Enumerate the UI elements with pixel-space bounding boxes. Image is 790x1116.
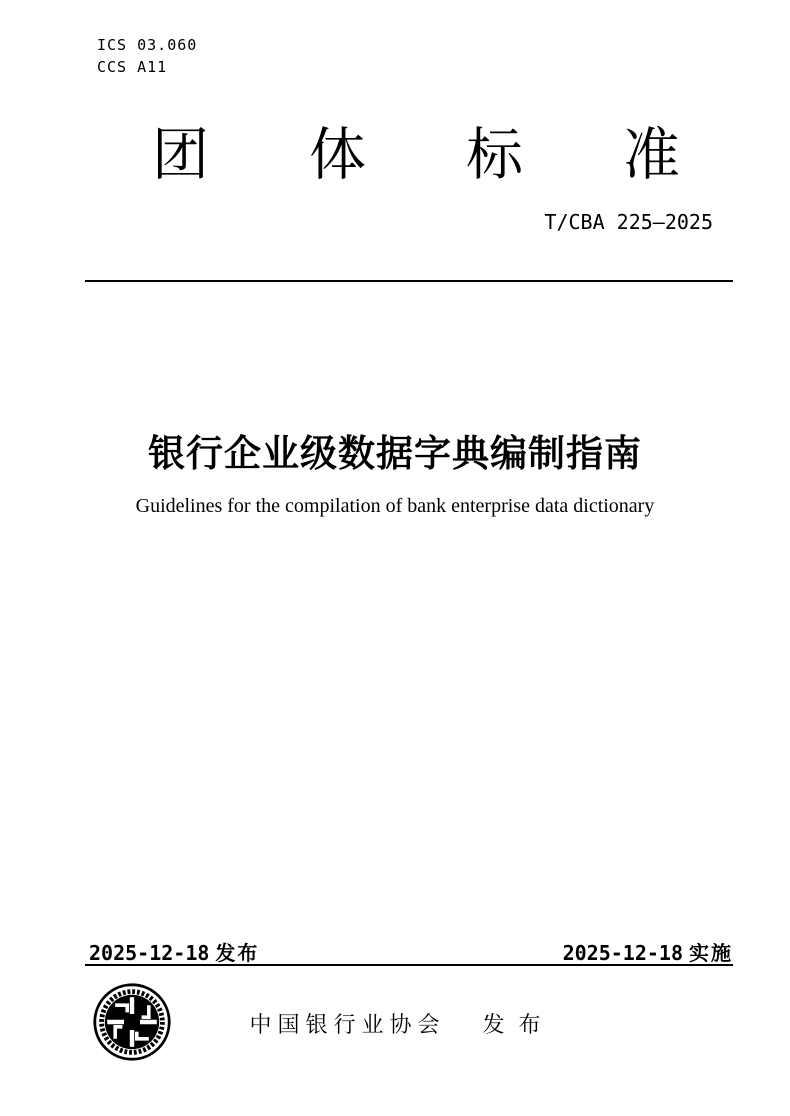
ccs-code: CCS A11 <box>97 58 168 76</box>
issue-date: 2025-12-18 <box>89 941 210 965</box>
implement-date-row <box>563 937 733 966</box>
issue-date-label: 发布 <box>215 943 260 965</box>
publisher-row <box>0 1008 790 1039</box>
standard-number: T/CBA 225—2025 <box>544 210 713 234</box>
issue-date-row <box>89 937 259 966</box>
implement-date: 2025-12-18 <box>562 941 683 965</box>
publisher-name: 中国银行业协会 <box>249 1012 446 1037</box>
document-title-chinese: 银行企业级数据字典编制指南 <box>148 433 642 474</box>
header-divider-line <box>85 280 733 282</box>
document-title-english: Guidelines for the compilation of bank enterprise data dictionary <box>135 495 655 517</box>
footer-divider-line <box>85 964 733 966</box>
ics-code: ICS 03.060 <box>97 36 198 54</box>
implement-date-label: 实施 <box>689 943 733 965</box>
publish-action-label: 发布 <box>482 1012 555 1037</box>
standard-type-title: 团体标准 <box>152 123 780 187</box>
